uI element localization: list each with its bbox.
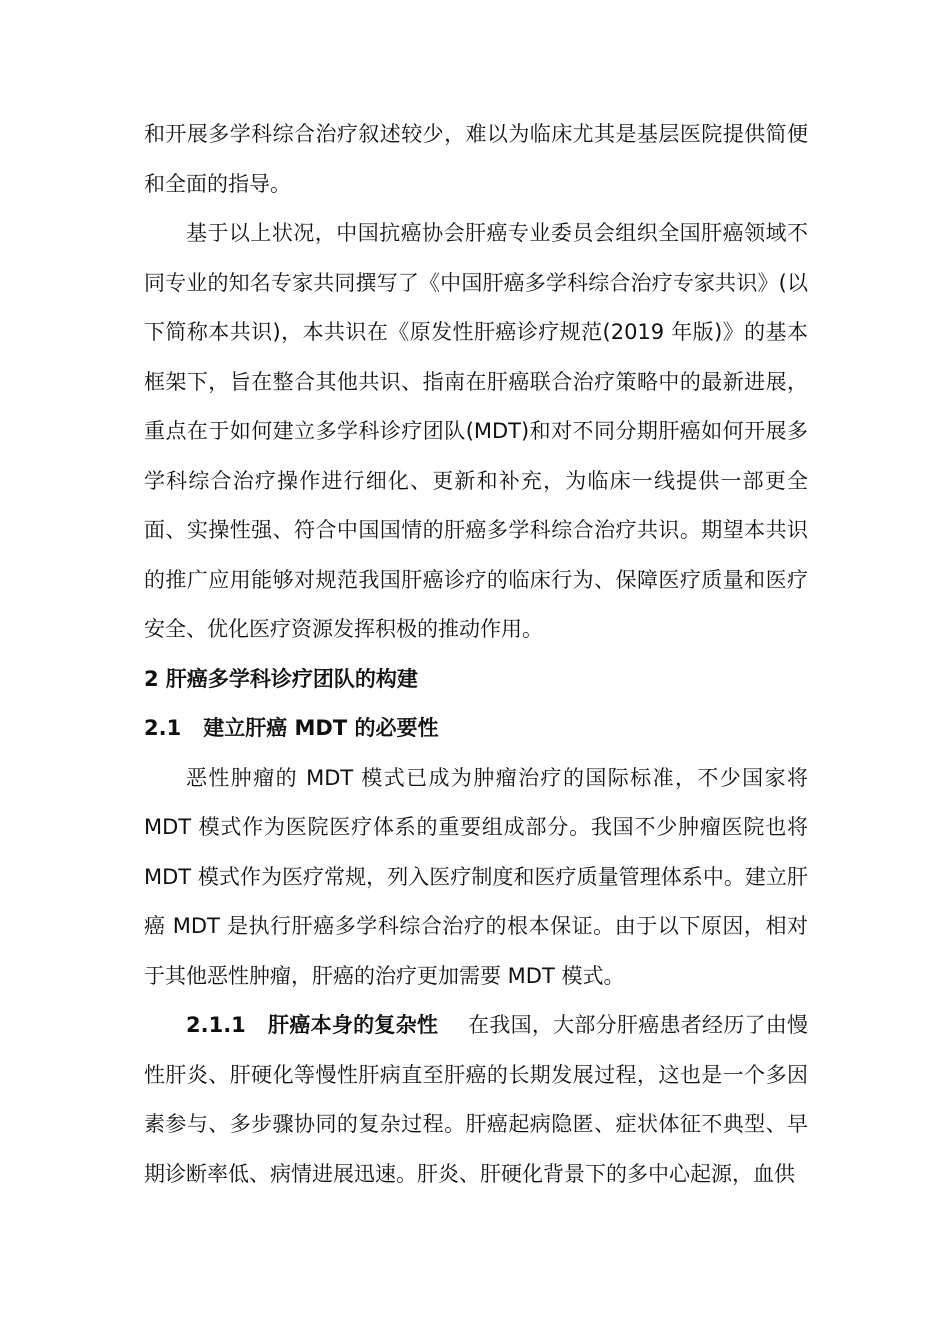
run-in-heading-2-1-1 [186,1013,438,1037]
section-title-2-1-1: 肝癌本身的复杂性 [267,1013,439,1037]
section-number-2-1: 2.1 [144,716,182,740]
section-number-2-1-1: 2.1.1 [186,1013,246,1037]
paragraph-liver-cancer-complexity [144,1001,808,1199]
paragraph-continued: 和开展多学科综合治疗叙述较少，难以为临床尤其是基层医院提供简便和全面的指导。 [144,122,808,196]
document-page [144,110,808,1199]
section-heading-2-1 [144,704,808,754]
section-title-2-1: 建立肝癌 MDT 的必要性 [203,716,439,740]
paragraph-mdt-necessity: 恶性肿瘤的 MDT 模式已成为肿瘤治疗的国际标准，不少国家将 MDT 模式作为医院医疗体系的重要组成部分。我国不少肿瘤医院也将 MDT 模式作为医疗常规，列入医疗制度和医疗质量管理体系中。建立肝癌 MDT 是执行肝癌多学科综合治疗的根本保证。由于以下原因，相对于其他恶性肿瘤，肝癌的治疗更加需要 MDT 模式。 [144,765,808,988]
section-heading-2: 2 肝癌多学科诊疗团队的构建 [144,666,418,691]
paragraph-background: 基于以上状况，中国抗癌协会肝癌专业委员会组织全国肝癌领域不同专业的知名专家共同撰写了《中国肝癌多学科综合治疗专家共识》(以下简称本共识)，本共识在《原发性肝癌诊疗规范(2019 年版)》的基本框架下，旨在整合其他共识、指南在肝癌联合治疗策略中的最新进展，重点在于如何建立多学科诊疗团队(MDT)和对不同分期肝癌如何开展多学科综合治疗操作进行细化、更新和补充，为临床一线提供一部更全面、实操性强、符合中国国情的肝癌多学科综合治疗共识。期望本共识的推广应用能够对规范我国肝癌诊疗的临床行为、保障医疗质量和医疗安全、优化医疗资源发挥积极的推动作用。 [144,221,808,641]
section-text-2-1-1: 在我国，大部分肝癌患者经历了由慢性肝炎、肝硬化等慢性肝病直至肝癌的长期发展过程，这也是一个多因素参与、多步骤协同的复杂过程。肝癌起病隐匿、症状体征不典型、早期诊断率低、病情进展迅速。肝炎、肝硬化背景下的多中心起源，血供 [144,1013,809,1186]
